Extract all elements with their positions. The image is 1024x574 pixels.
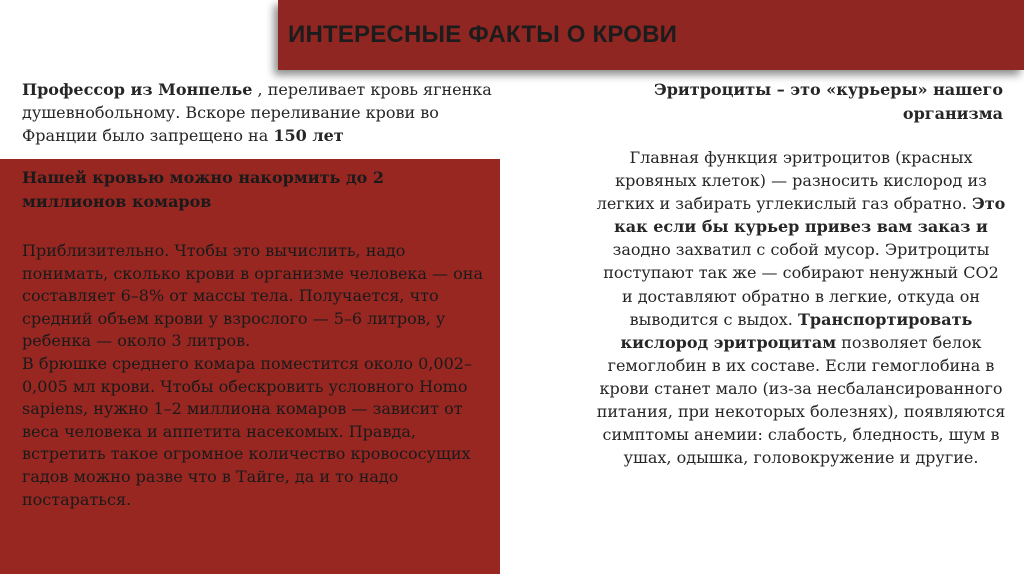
intro-text: [22, 78, 492, 147]
mosquito-body: [22, 240, 492, 511]
intro-bold: Профессор из Монпелье: [22, 80, 253, 99]
intro-bold-end: 150 лет: [273, 126, 344, 145]
erythrocytes-bold-2: Транспортировать кислород эритроцитам: [620, 309, 973, 352]
slide-title: ИНТЕРЕСНЫЕ ФАКТЫ О КРОВИ: [288, 21, 678, 48]
mosquito-heading: Нашей кровью можно накормить до 2 миллионов комаров: [22, 168, 384, 211]
erythrocytes-bold-1: Это как если бы курьер привез вам заказ и: [614, 194, 1006, 237]
erythrocytes-part-2: заодно захватил с собой мусор. Эритроциты поступают так же — собирают ненужный CO2 и доставляют обратно в легкие, откуда он выводится с выдох.: [603, 240, 999, 329]
erythrocytes-heading: Эритроциты – это «курьеры» нашего организма: [654, 80, 1003, 123]
erythrocytes-part-3: позволяет белок гемоглобин в их составе. Если гемоглобина в крови станет мало (из-за несбалансированного питания, при некоторых болезнях), появляются симптомы анемии: слабость, бледность, шум в ушах, одышка, головокружение и другие.: [596, 332, 1006, 468]
erythrocytes-part-1: Главная функция эритроцитов (красных кровяных клеток) — разносить кислород из легких и забирать углекислый газ обратно.: [596, 148, 987, 214]
intro-body: , переливает кровь ягненка душевнобольному. Вскоре переливание крови во Франции было запрещено на: [22, 80, 492, 145]
mosquito-paragraph-2: В брюшке среднего комара поместится около 0,002–0,005 мл крови. Чтобы обескровить условного Homo sapiens, нужно 1–2 миллиона комаров — зависит от веса человека и аппетита насекомых. Правда, встретить такое огромное количество кровососущих гадов можно разве что в Тайге, да и то надо постараться.: [22, 353, 472, 509]
mosquito-paragraph-1: Приблизительно. Чтобы это вычислить, надо понимать, сколько крови в организме человека — она составляет 6–8% от массы тела. Получается, что средний объем крови у взрослого — 5–6 литров, у ребенка — около 3 литров.: [22, 241, 483, 351]
erythrocytes-body: [596, 146, 1006, 469]
